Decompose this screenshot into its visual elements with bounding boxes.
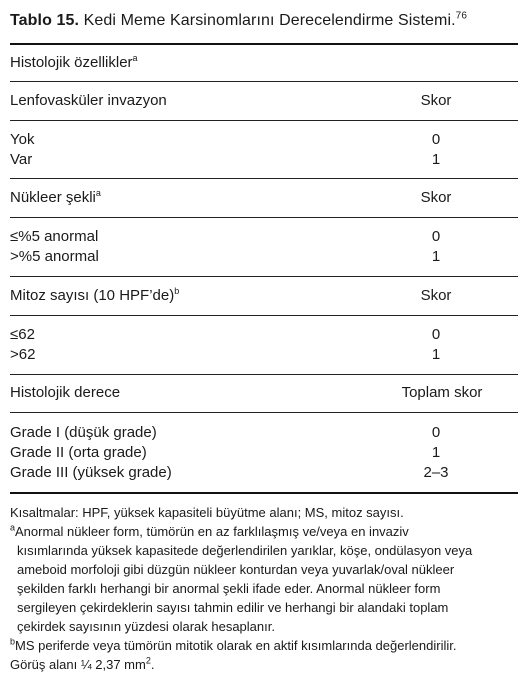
row-label: ≤%5 anormal bbox=[10, 228, 99, 245]
group-header-row bbox=[10, 54, 518, 74]
footnote-b-line bbox=[10, 655, 518, 674]
footnote-b-mark: b bbox=[10, 636, 16, 647]
footnote-a-line: şekilden farklı herhangi bir anormal şekli ifade eder. Anormal nükleer form bbox=[17, 581, 441, 596]
rule-section-end bbox=[10, 178, 518, 179]
section-header-row bbox=[10, 189, 518, 209]
row-value: 0 bbox=[431, 326, 441, 343]
section-header-row bbox=[10, 287, 518, 307]
table-row bbox=[10, 228, 518, 248]
total-score-header: Toplam skor bbox=[401, 384, 483, 401]
footnote-a-mark: a bbox=[10, 522, 16, 533]
rule-section-header bbox=[10, 315, 518, 316]
score-header: Skor bbox=[420, 287, 452, 304]
group-header: Histolojik özellikler bbox=[10, 54, 133, 71]
table-row bbox=[10, 464, 518, 484]
rule-bottom bbox=[10, 492, 518, 494]
table-title-text: Kedi Meme Karsinomlarını Derecelendirme Sistemi. bbox=[83, 12, 456, 29]
footnote-b-text: MS periferde veya tümörün mitotik olarak en aktif kısımlarında değerlendirilir. bbox=[15, 638, 457, 653]
table-row bbox=[10, 424, 518, 444]
footnote-abbreviations: Kısaltmalar: HPF, yüksek kapasiteli büyütme alanı; MS, mitoz sayısı. bbox=[10, 505, 404, 520]
footnote-b-line bbox=[10, 636, 518, 655]
table-footnotes bbox=[10, 503, 518, 674]
row-value: 0 bbox=[431, 424, 441, 441]
row-value: 0 bbox=[431, 228, 441, 245]
footnote-b-text-2: Görüş alanı ¼ 2,37 mm bbox=[10, 657, 146, 672]
row-label: ≤62 bbox=[10, 326, 35, 343]
score-header: Skor bbox=[420, 189, 452, 206]
row-label: >62 bbox=[10, 346, 36, 363]
score-header: Skor bbox=[420, 92, 452, 109]
footnote-a-line: kısımlarında yüksek kapasitede değerlendirilen yarıklar, köşe, ondülasyon veya bbox=[17, 543, 473, 558]
rule-section-header bbox=[10, 120, 518, 121]
rule-section-header bbox=[10, 217, 518, 218]
footnote-a-text: Anormal nükleer form, tümörün en az farklılaşmış ve/veya en invaziv bbox=[15, 524, 409, 539]
row-value: 1 bbox=[431, 248, 441, 265]
table-number: Tablo 15. bbox=[10, 12, 80, 29]
table-title bbox=[10, 12, 467, 30]
section-header: Histolojik derece bbox=[10, 384, 121, 401]
footnote-a-line: sergileyen çekirdeklerin sayısı tahmin edilir ve herhangi bir alandaki toplam bbox=[17, 600, 449, 615]
section-header-sup: a bbox=[95, 188, 101, 198]
table-row bbox=[10, 346, 518, 366]
footnote-b-unit-sup: 2 bbox=[145, 655, 151, 666]
row-value: 1 bbox=[431, 151, 441, 168]
table-row bbox=[10, 248, 518, 268]
section-header-row bbox=[10, 92, 518, 112]
row-label: Grade III (yüksek grade) bbox=[10, 464, 172, 481]
rule-top bbox=[10, 43, 518, 45]
table-row bbox=[10, 151, 518, 171]
row-value: 0 bbox=[431, 131, 441, 148]
row-value: 1 bbox=[431, 346, 441, 363]
section-header: Lenfovasküler invazyon bbox=[10, 92, 167, 109]
row-label: >%5 anormal bbox=[10, 248, 99, 265]
group-header-sup: a bbox=[132, 53, 138, 63]
section-header: Mitoz sayısı (10 HPF’de) bbox=[10, 287, 175, 304]
section-header: Nükleer şekli bbox=[10, 189, 96, 206]
table-row bbox=[10, 444, 518, 464]
footnote-b-period: . bbox=[150, 657, 155, 672]
footnote-a-line: çekirdek sayısının yüzdesi olarak hesaplanır. bbox=[17, 619, 275, 634]
footnote-a-line bbox=[10, 522, 518, 541]
row-value: 2–3 bbox=[423, 464, 449, 481]
rule-section-end bbox=[10, 374, 518, 375]
section-header-row bbox=[10, 384, 518, 404]
rule-section-end bbox=[10, 276, 518, 277]
rule-section-header bbox=[10, 412, 518, 413]
row-value: 1 bbox=[431, 444, 441, 461]
section-header-sup: b bbox=[174, 286, 180, 296]
row-label: Yok bbox=[10, 131, 35, 148]
row-label: Var bbox=[10, 151, 33, 168]
table-row bbox=[10, 131, 518, 151]
table-row bbox=[10, 326, 518, 346]
table-title-ref: 76 bbox=[455, 10, 467, 22]
row-label: Grade II (orta grade) bbox=[10, 444, 147, 461]
row-label: Grade I (düşük grade) bbox=[10, 424, 157, 441]
footnote-a-line: ameboid morfoloji gibi düzgün nükleer konturdan veya yuvarlak/oval nükleer bbox=[17, 562, 455, 577]
rule-group bbox=[10, 81, 518, 82]
